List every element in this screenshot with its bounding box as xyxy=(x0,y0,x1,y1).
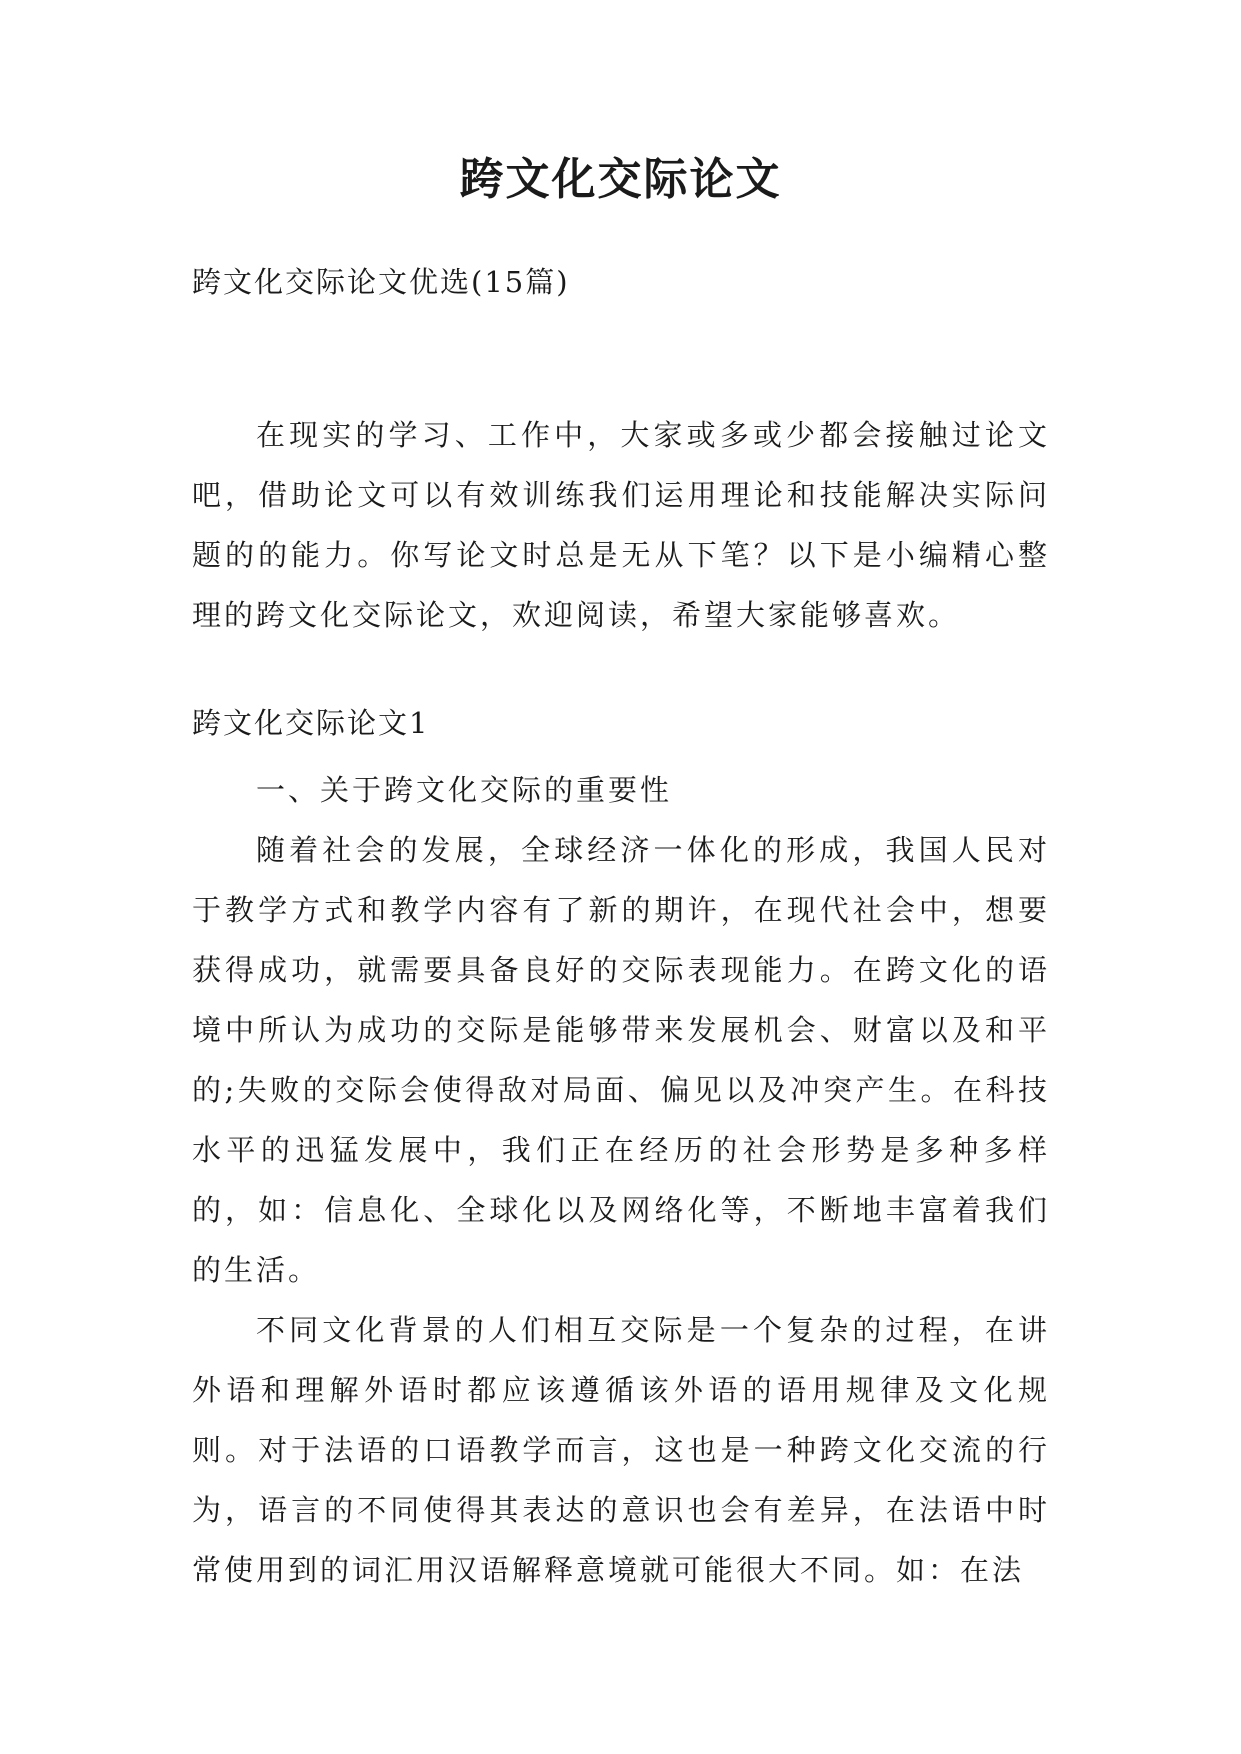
body-paragraph: 随着社会的发展，全球经济一体化的形成，我国人民对于教学方式和教学内容有了新的期许，在现代社会中，想要获得成功，就需要具备良好的交际表现能力。在跨文化的语境中所认为成功的交际是能够带来发展机会、财富以及和平的;失败的交际会使得敌对局面、偏见以及冲突产生。在科技水平的迅猛发展中，我们正在经历的社会形势是多种多样的，如：信息化、全球化以及网络化等，不断地丰富着我们的生活。 xyxy=(192,833,1050,1287)
intro-paragraph: 在现实的学习、工作中，大家或多或少都会接触过论文吧，借助论文可以有效训练我们运用理论和技能解决实际问题的的能力。你写论文时总是无从下笔？以下是小编精心整理的跨文化交际论文，欢迎阅读，希望大家能够喜欢。 xyxy=(192,418,1050,632)
subheading: 一、关于跨文化交际的重要性 xyxy=(256,773,673,807)
document-subtitle: 跨文化交际论文优选(15篇) xyxy=(192,265,570,299)
document-title: 跨文化交际论文 xyxy=(459,154,782,205)
body-paragraph: 不同文化背景的人们相互交际是一个复杂的过程，在讲外语和理解外语时都应该遵循该外语的语用规律及文化规则。对于法语的口语教学而言，这也是一种跨文化交流的行为，语言的不同使得其表达的意识也会有差异，在法语中时常使用到的词汇用汉语解释意境就可能很大不同。如：在法 xyxy=(192,1313,1050,1587)
section-body xyxy=(192,760,1050,1600)
section-heading: 跨文化交际论文1 xyxy=(192,706,430,740)
